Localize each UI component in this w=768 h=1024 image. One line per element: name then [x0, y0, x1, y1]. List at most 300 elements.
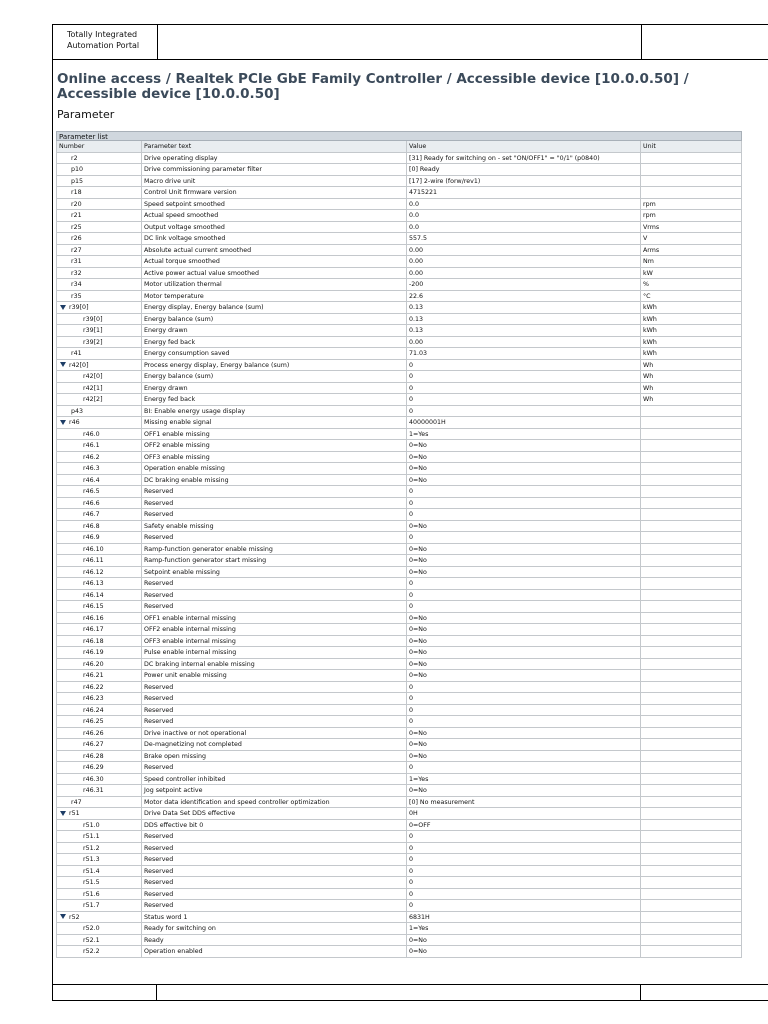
cell-value-text: 0.00: [409, 338, 424, 346]
table-row: [56, 739, 742, 751]
table-row: [56, 394, 742, 406]
cell-number-text: r51.6: [83, 890, 100, 898]
cell-value-text: 0: [409, 534, 414, 541]
cell-unit: [640, 624, 741, 635]
cell-parameter-text: [141, 233, 406, 244]
cell-value: [406, 509, 640, 520]
cell-number-text: r25: [71, 223, 82, 231]
cell-value: [406, 452, 640, 463]
table-row: [56, 785, 742, 797]
cell-parameter-text-text: Motor temperature: [144, 292, 204, 300]
cell-unit-text: Arms: [643, 246, 660, 254]
cell-number: [57, 521, 141, 532]
cell-number-text: r46.30: [83, 775, 104, 783]
cell-parameter-text: [141, 302, 406, 313]
cell-number: [57, 486, 141, 497]
cell-number-text: r46.10: [83, 545, 104, 553]
cell-number: [57, 912, 141, 923]
table-row: [56, 544, 742, 556]
cell-value: [406, 624, 640, 635]
cell-value: [406, 590, 640, 601]
cell-number: [57, 693, 141, 704]
brand-text: [67, 29, 139, 51]
cell-unit: [640, 176, 741, 187]
cell-parameter-text: [141, 854, 406, 865]
cell-parameter-text-text: Jog setpoint active: [144, 787, 203, 794]
cell-value-text: [0] Ready: [409, 166, 440, 173]
table-row: [56, 578, 742, 590]
cell-number: [57, 923, 141, 934]
cell-number: [57, 452, 141, 463]
cell-value-text: 0=No: [409, 453, 427, 461]
cell-unit-text: V: [643, 235, 648, 242]
cell-number: [57, 877, 141, 888]
table-row: [56, 498, 742, 510]
cell-unit: [640, 636, 741, 647]
cell-unit: [640, 429, 741, 440]
cell-value: [406, 774, 640, 785]
expand-triangle-icon[interactable]: [60, 811, 66, 816]
cell-parameter-text-text: Power unit enable missing: [144, 672, 227, 679]
cell-value-text: 0.00: [409, 246, 424, 254]
cell-parameter-text-text: OFF1 enable internal missing: [144, 614, 236, 622]
cell-number: [57, 946, 141, 957]
cell-parameter-text-text: Speed controller inhibited: [144, 775, 226, 783]
cell-number: [57, 394, 141, 405]
cell-number-text: r46.16: [83, 614, 104, 622]
table-row: [56, 831, 742, 843]
cell-number-text: r46.12: [83, 568, 104, 576]
cell-parameter-text: [141, 463, 406, 474]
cell-parameter-text-text: Energy drawn: [144, 384, 188, 392]
cell-number-text: r46.4: [83, 476, 100, 484]
cell-parameter-text: [141, 245, 406, 256]
cell-value: [406, 739, 640, 750]
page-title: Online access / Realtek PCIe GbE Family Controller / Accessible device [10.0.0.50] / Accessible device [10.0.0.50]: [57, 71, 689, 102]
cell-value-text: 0=No: [409, 614, 427, 622]
cell-number: [57, 647, 141, 658]
cell-value: [406, 946, 640, 957]
table-row: [56, 440, 742, 452]
cell-value-text: 557.5: [409, 235, 428, 242]
cell-value: [406, 164, 640, 175]
cell-parameter-text-text: OFF2 enable missing: [144, 442, 210, 449]
cell-number-text: r46.11: [83, 557, 104, 564]
cell-number: [57, 383, 141, 394]
cell-unit-text: %: [643, 281, 649, 288]
cell-value-text: 0: [409, 879, 414, 886]
cell-parameter-text: [141, 774, 406, 785]
cell-value-text: 0: [409, 683, 414, 691]
cell-parameter-text: [141, 831, 406, 842]
cell-value-text: 0: [409, 890, 414, 898]
cell-parameter-text-text: Motor utilization thermal: [144, 281, 222, 288]
table-row: [56, 659, 742, 671]
expand-triangle-icon[interactable]: [60, 420, 66, 425]
cell-unit: [640, 774, 741, 785]
table-row: [56, 843, 742, 855]
cell-parameter-text-text: Ready for switching on: [144, 925, 216, 932]
cell-value-text: 0=No: [409, 568, 427, 576]
cell-parameter-text-text: De-magnetizing not completed: [144, 741, 242, 748]
cell-number-text: r46.25: [83, 718, 104, 725]
cell-parameter-text-text: OFF1 enable missing: [144, 430, 210, 438]
table-row: [56, 383, 742, 395]
cell-parameter-text: [141, 877, 406, 888]
table-row: [56, 601, 742, 613]
cell-unit: [640, 452, 741, 463]
cell-value: [406, 360, 640, 371]
cell-unit: [640, 590, 741, 601]
cell-parameter-text-text: Macro drive unit: [144, 177, 196, 185]
cell-number-text: r47: [71, 798, 82, 806]
cell-parameter-text: [141, 739, 406, 750]
cell-value-text: 0: [409, 396, 414, 403]
cell-number: [57, 199, 141, 210]
cell-number-text: r46.29: [83, 764, 104, 771]
cell-unit-text: rpm: [643, 200, 656, 208]
cell-parameter-text-text: Reserved: [144, 844, 174, 852]
cell-number-text: r46.1: [83, 442, 100, 449]
cell-value-text: 0: [409, 902, 414, 909]
table-row: [56, 613, 742, 625]
cell-parameter-text-text: BI: Enable energy usage display: [144, 407, 246, 415]
cell-value-text: 0H: [409, 810, 418, 817]
cell-number: [57, 567, 141, 578]
table-body: [56, 153, 742, 958]
cell-unit: [640, 532, 741, 543]
cell-parameter-text-text: Control Unit firmware version: [144, 189, 237, 196]
table-row: [56, 866, 742, 878]
cell-unit: [640, 923, 741, 934]
cell-value: [406, 866, 640, 877]
cell-parameter-text: [141, 762, 406, 773]
cell-unit: [640, 567, 741, 578]
cell-parameter-text-text: Drive Data Set DDS effective: [144, 810, 236, 817]
cell-value: [406, 486, 640, 497]
cell-value: [406, 210, 640, 221]
cell-parameter-text: [141, 808, 406, 819]
cell-parameter-text-text: Active power actual value smoothed: [144, 269, 259, 277]
table-row: [56, 153, 742, 165]
table-group-row[interactable]: [56, 912, 742, 924]
cell-parameter-text-text: Reserved: [144, 706, 174, 714]
cell-number-text: r51.5: [83, 879, 100, 886]
cell-value-text: 4715221: [409, 189, 438, 196]
cell-parameter-text-text: Energy balance (sum): [144, 373, 214, 380]
cell-value-text: 0=No: [409, 741, 427, 748]
cell-unit: [640, 751, 741, 762]
expand-triangle-icon[interactable]: [60, 305, 66, 310]
cell-value-text: 0: [409, 695, 414, 702]
cell-parameter-text: [141, 946, 406, 957]
table-group-row[interactable]: [56, 302, 742, 314]
cell-parameter-text: [141, 394, 406, 405]
cell-number: [57, 314, 141, 325]
cell-unit: [640, 693, 741, 704]
cell-value: [406, 900, 640, 911]
cell-number: [57, 429, 141, 440]
cell-unit: [640, 820, 741, 831]
cell-parameter-text: [141, 429, 406, 440]
cell-number-text: r46.5: [83, 488, 100, 495]
table-row: [56, 199, 742, 211]
cell-unit: [640, 291, 741, 302]
cell-value: [406, 751, 640, 762]
cell-parameter-text: [141, 475, 406, 486]
table-row: [56, 900, 742, 912]
cell-parameter-text: [141, 590, 406, 601]
cell-parameter-text: [141, 578, 406, 589]
cell-value-text: 0=No: [409, 948, 427, 955]
cell-value: [406, 820, 640, 831]
cell-number: [57, 935, 141, 946]
cell-parameter-text: [141, 360, 406, 371]
cell-value: [406, 854, 640, 865]
cell-unit: [640, 797, 741, 808]
cell-unit: [640, 521, 741, 532]
cell-unit: [640, 187, 741, 198]
table-row: [56, 946, 742, 958]
cell-parameter-text: [141, 601, 406, 612]
cell-unit-text: Vrms: [643, 223, 660, 231]
cell-value: [406, 291, 640, 302]
table-row: [56, 820, 742, 832]
cell-unit: [640, 659, 741, 670]
cell-value: [406, 417, 640, 428]
cell-value-text: 0=No: [409, 936, 427, 944]
brand-line-1: Totally Integrated: [67, 30, 138, 39]
cell-number: [57, 498, 141, 509]
cell-number: [57, 866, 141, 877]
cell-number: [57, 785, 141, 796]
table-row: [56, 532, 742, 544]
cell-unit: [640, 739, 741, 750]
cell-unit: [640, 601, 741, 612]
cell-value-text: 0=No: [409, 752, 427, 760]
cell-parameter-text: [141, 900, 406, 911]
cell-unit: [640, 762, 741, 773]
cell-number-text: r51.0: [83, 821, 100, 829]
cell-unit: [640, 728, 741, 739]
table-row: [56, 337, 742, 349]
cell-unit: [640, 417, 741, 428]
cell-number: [57, 245, 141, 256]
cell-number: [57, 590, 141, 601]
table-group-row[interactable]: [56, 360, 742, 372]
cell-number-text: r46.3: [83, 465, 100, 472]
cell-number-text: r31: [71, 258, 82, 265]
cell-unit: [640, 360, 741, 371]
cell-parameter-text-text: DC braking internal enable missing: [144, 660, 255, 668]
cell-unit: [640, 716, 741, 727]
cell-unit: [640, 808, 741, 819]
cell-number: [57, 659, 141, 670]
table-row: [56, 486, 742, 498]
cell-number: [57, 532, 141, 543]
cell-number-text: r51.7: [83, 902, 100, 909]
cell-value-text: 0=No: [409, 522, 427, 530]
table-row: [56, 636, 742, 648]
cell-number: [57, 682, 141, 693]
cell-value: [406, 302, 640, 313]
cell-parameter-text: [141, 521, 406, 532]
cell-value-text: 0: [409, 706, 414, 714]
cell-parameter-text: [141, 383, 406, 394]
cell-parameter-text: [141, 153, 406, 164]
cell-number-text: r20: [71, 200, 82, 208]
cell-parameter-text: [141, 670, 406, 681]
cell-unit: [640, 383, 741, 394]
table-group-row[interactable]: [56, 417, 742, 429]
cell-number-text: r51: [69, 810, 80, 817]
cell-unit: [640, 371, 741, 382]
cell-value: [406, 682, 640, 693]
cell-value-text: [31] Ready for switching on - set "ON/OFF1" = "0/1" (p0840): [409, 154, 600, 162]
cell-parameter-text: [141, 509, 406, 520]
cell-number: [57, 417, 141, 428]
cell-number: [57, 222, 141, 233]
cell-number-text: r39[0]: [69, 304, 89, 311]
cell-unit: [640, 854, 741, 865]
cell-value-text: 0: [409, 856, 414, 863]
cell-number-text: p43: [71, 407, 84, 415]
cell-value: [406, 797, 640, 808]
cell-parameter-text-text: OFF3 enable missing: [144, 453, 210, 461]
cell-parameter-text: [141, 636, 406, 647]
cell-number: [57, 302, 141, 313]
cell-parameter-text: [141, 567, 406, 578]
cell-value-text: 40000001H: [409, 419, 446, 426]
cell-parameter-text: [141, 716, 406, 727]
cell-parameter-text-text: Missing enable signal: [144, 419, 212, 426]
cell-unit-text: Wh: [643, 373, 654, 380]
cell-value: [406, 176, 640, 187]
cell-number: [57, 509, 141, 520]
cell-unit: [640, 268, 741, 279]
table-row: [56, 693, 742, 705]
cell-unit: [640, 337, 741, 348]
cell-value: [406, 440, 640, 451]
table-row: [56, 647, 742, 659]
cell-parameter-text-text: Reserved: [144, 683, 174, 691]
cell-value: [406, 636, 640, 647]
cell-unit: [640, 475, 741, 486]
cell-value: [406, 325, 640, 336]
cell-parameter-text: [141, 682, 406, 693]
expand-triangle-icon[interactable]: [60, 362, 66, 367]
cell-number: [57, 233, 141, 244]
cell-unit: [640, 210, 741, 221]
cell-value: [406, 889, 640, 900]
cell-value: [406, 429, 640, 440]
cell-parameter-text: [141, 785, 406, 796]
cell-parameter-text-text: Brake open missing: [144, 752, 206, 760]
cell-value: [406, 279, 640, 290]
cell-number: [57, 210, 141, 221]
cell-unit: [640, 440, 741, 451]
cell-parameter-text: [141, 624, 406, 635]
cell-number: [57, 325, 141, 336]
cell-parameter-text-text: Actual torque smoothed: [144, 258, 220, 265]
cell-parameter-text-text: DC braking enable missing: [144, 476, 229, 484]
cell-number-text: r52.1: [83, 936, 100, 944]
cell-unit: [640, 164, 741, 175]
cell-number-text: r35: [71, 292, 82, 300]
cell-number-text: r46.19: [83, 649, 104, 656]
header-divider: [641, 25, 642, 59]
cell-value: [406, 245, 640, 256]
cell-number-text: r46.20: [83, 660, 104, 668]
cell-parameter-text-text: Output voltage smoothed: [144, 223, 225, 231]
cell-value-text: 0: [409, 580, 414, 587]
cell-value-text: 0: [409, 603, 414, 610]
cell-number: [57, 762, 141, 773]
cell-unit-text: kWh: [643, 304, 657, 311]
table-row: [56, 291, 742, 303]
cell-value-text: 0=No: [409, 545, 427, 553]
cell-value-text: 1=Yes: [409, 430, 429, 438]
cell-parameter-text: [141, 751, 406, 762]
table-row: [56, 797, 742, 809]
table-row: [56, 716, 742, 728]
expand-triangle-icon[interactable]: [60, 914, 66, 919]
cell-number: [57, 176, 141, 187]
cell-value-text: 0.00: [409, 258, 424, 265]
cell-unit-text: kWh: [643, 350, 657, 357]
cell-value: [406, 613, 640, 624]
cell-number: [57, 889, 141, 900]
cell-value: [406, 578, 640, 589]
cell-value-text: 0=No: [409, 557, 427, 564]
cell-value: [406, 463, 640, 474]
cell-value: [406, 394, 640, 405]
cell-number: [57, 440, 141, 451]
cell-unit: [640, 302, 741, 313]
cell-number-text: r52.2: [83, 948, 100, 955]
cell-unit-text: kW: [643, 269, 653, 277]
table-group-row[interactable]: [56, 808, 742, 820]
footer-divider-right: [640, 985, 641, 1001]
cell-value-text: 0=OFF: [409, 821, 431, 829]
cell-number-text: r42[2]: [83, 396, 103, 403]
cell-unit-text: Nm: [643, 258, 654, 265]
cell-value-text: 71.03: [409, 350, 428, 357]
cell-parameter-text: [141, 371, 406, 382]
cell-parameter-text-text: Actual speed smoothed: [144, 212, 219, 219]
cell-value: [406, 762, 640, 773]
cell-parameter-text-text: Energy fed back: [144, 396, 196, 403]
table-row: [56, 314, 742, 326]
cell-parameter-text-text: Energy display, Energy balance (sum): [144, 304, 264, 311]
cell-value: [406, 268, 640, 279]
cell-number: [57, 601, 141, 612]
cell-value-text: 0.0: [409, 212, 420, 219]
cell-number: [57, 256, 141, 267]
cell-parameter-text-text: Speed setpoint smoothed: [144, 200, 225, 208]
cell-unit-text: Wh: [643, 396, 654, 403]
cell-value: [406, 567, 640, 578]
cell-parameter-text-text: Energy balance (sum): [144, 315, 214, 323]
cell-value: [406, 877, 640, 888]
cell-value: [406, 314, 640, 325]
cell-value-text: 0=No: [409, 442, 427, 449]
cell-parameter-text: [141, 417, 406, 428]
table-row: [56, 222, 742, 234]
cell-parameter-text-text: Energy fed back: [144, 338, 196, 346]
cell-unit: [640, 279, 741, 290]
cell-value-text: 0: [409, 591, 414, 599]
